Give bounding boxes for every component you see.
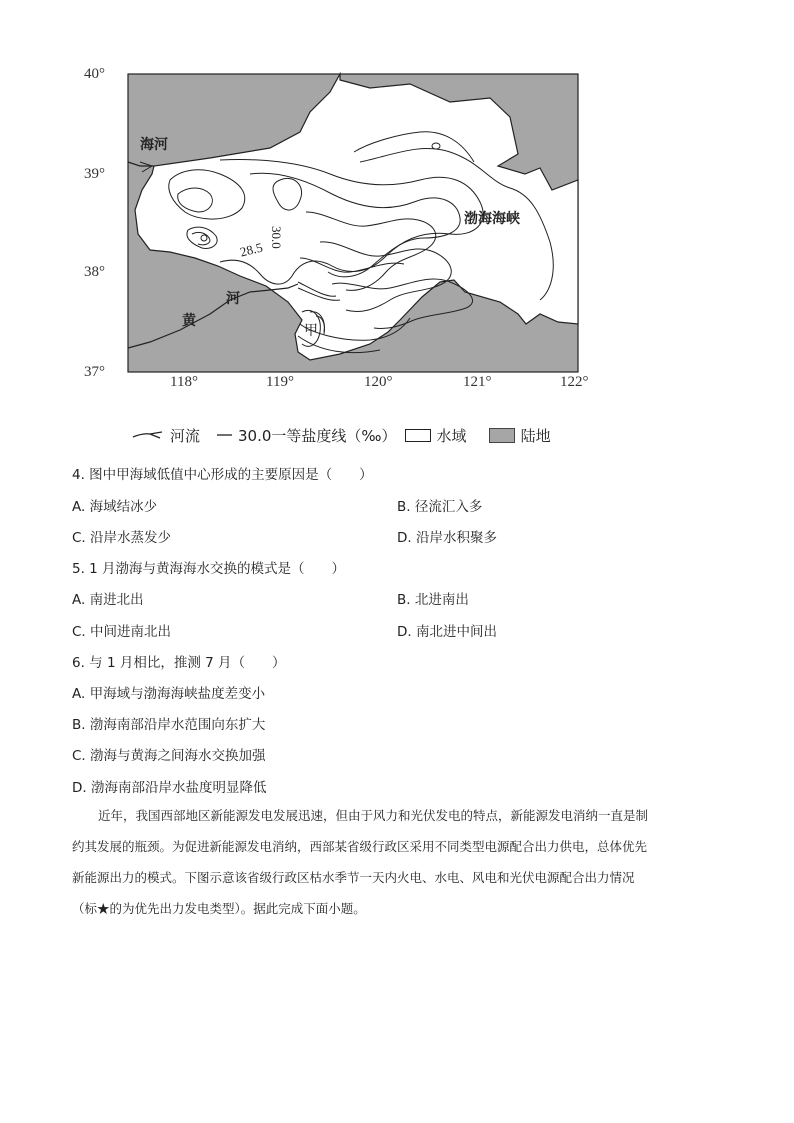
jia-label: 甲 bbox=[304, 323, 318, 339]
map-legend bbox=[132, 424, 559, 446]
legend-isohaline bbox=[216, 425, 397, 446]
option-d[interactable]: D. 渤海南部沿岸水盐度明显降低 bbox=[72, 780, 267, 796]
passage-line: 近年，我国西部地区新能源发电发展迅速，但由于风力和光伏发电的特点，新能源发电消纳一直是制 bbox=[98, 808, 649, 823]
isohaline-symbol-icon bbox=[216, 430, 234, 440]
option-a[interactable]: A. 南进北出 bbox=[72, 592, 144, 608]
reading-passage bbox=[72, 800, 722, 924]
lon-label: 120° bbox=[364, 374, 393, 390]
land-swatch-icon bbox=[489, 428, 515, 443]
lon-label: 119° bbox=[266, 374, 294, 390]
passage-line: 约其发展的瓶颈。为促进新能源发电消纳，西部某省级行政区采用不同类型电源配合出力供电，总体优先 bbox=[72, 839, 648, 854]
legend-river-label: 河流 bbox=[170, 426, 201, 445]
low-center-marker bbox=[201, 235, 207, 241]
option-b[interactable]: B. 渤海南部沿岸水范围向东扩大 bbox=[72, 717, 266, 733]
option-c[interactable]: C. 中间进南北出 bbox=[72, 624, 172, 640]
water-swatch-icon bbox=[405, 429, 431, 442]
island bbox=[432, 143, 440, 149]
map-canvas bbox=[70, 62, 600, 392]
huang-label: 黄 bbox=[182, 313, 196, 329]
passage-line: 新能源出力的模式。下图示意该省级行政区枯水季节一天内火电、水电、风电和光伏电源配合出力情况 bbox=[72, 870, 635, 885]
option-c[interactable]: C. 渤海与黄海之间海水交换加强 bbox=[72, 748, 266, 764]
legend-land bbox=[489, 425, 551, 446]
option-a[interactable]: A. 甲海域与渤海海峡盐度差变小 bbox=[72, 686, 266, 702]
option-a[interactable]: A. 海域结冰少 bbox=[72, 499, 158, 515]
lon-label: 118° bbox=[170, 374, 198, 390]
legend-river bbox=[132, 425, 200, 446]
lon-label: 121° bbox=[463, 374, 492, 390]
legend-water bbox=[405, 425, 467, 446]
option-d[interactable]: D. 南北进中间出 bbox=[397, 624, 497, 640]
option-b[interactable]: B. 径流汇入多 bbox=[397, 499, 483, 515]
option-c[interactable]: C. 沿岸水蒸发少 bbox=[72, 530, 172, 546]
lat-label: 37° bbox=[84, 364, 105, 380]
river-symbol-icon bbox=[132, 428, 166, 442]
question-stem: 5. 1 月渤海与黄海海水交换的模式是（ ） bbox=[72, 561, 346, 577]
question-stem: 6. 与 1 月相比，推测 7 月（ ） bbox=[72, 655, 286, 671]
he-label: 河 bbox=[226, 291, 240, 307]
lat-label: 40° bbox=[84, 66, 105, 82]
option-d[interactable]: D. 沿岸水积聚多 bbox=[397, 530, 497, 546]
lat-label: 39° bbox=[84, 166, 105, 182]
legend-land-label: 陆地 bbox=[520, 426, 551, 445]
option-b[interactable]: B. 北进南出 bbox=[397, 592, 469, 608]
passage-line: （标★的为优先出力发电类型）。据此完成下面小题。 bbox=[72, 901, 366, 916]
lat-label: 38° bbox=[84, 264, 105, 280]
haihe-label: 海河 bbox=[140, 137, 168, 153]
legend-water-label: 水域 bbox=[436, 426, 467, 445]
lon-label: 122° bbox=[560, 374, 589, 390]
contour-label-28-5: 28.5 bbox=[238, 239, 265, 260]
bohai-salinity-map bbox=[70, 62, 600, 392]
legend-isohaline-label: 30.0一等盐度线（‰） bbox=[238, 426, 397, 445]
question-stem: 4. 图中甲海域低值中心形成的主要原因是（ ） bbox=[72, 467, 373, 483]
contour-label-30: 30.0 bbox=[269, 226, 284, 249]
strait-label: 渤海海峡 bbox=[464, 211, 520, 227]
